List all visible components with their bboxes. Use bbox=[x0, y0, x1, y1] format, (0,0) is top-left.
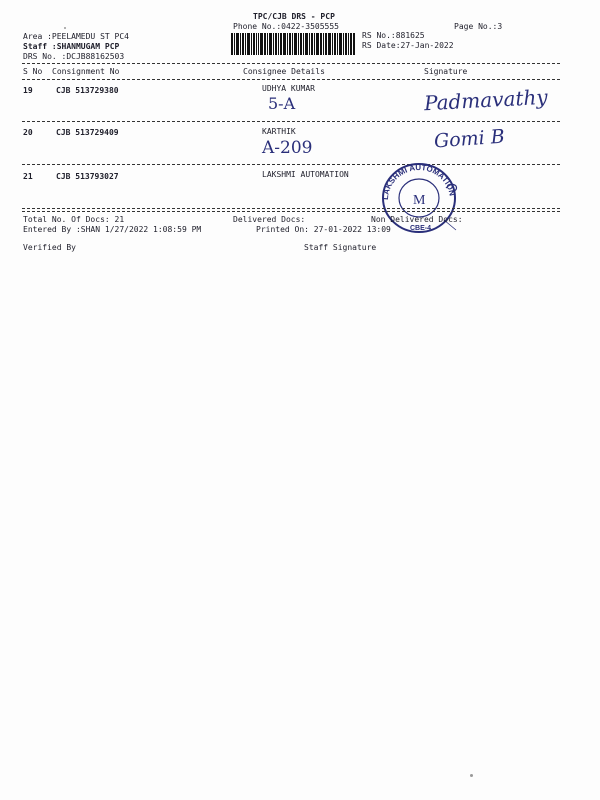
phone-number: Phone No.:0422-3505555 bbox=[233, 22, 339, 31]
stamp-bottom-text: CBE-4 bbox=[410, 225, 432, 232]
col-consignment: Consignment No bbox=[52, 67, 120, 76]
staff-name: SHANMUGAM PCP bbox=[56, 42, 120, 51]
rs-number: RS No.:881625 bbox=[362, 31, 425, 40]
document-title: TPC/CJB DRS - PCP bbox=[253, 12, 335, 21]
header-divider-bottom bbox=[22, 79, 560, 80]
barcode-image bbox=[231, 33, 355, 55]
row-sno: 20 bbox=[23, 128, 33, 137]
non-delivered-docs: Non Delivered Docs: bbox=[371, 215, 463, 224]
handwritten-signature: Padmavathy bbox=[423, 84, 549, 116]
row-consignment: CJB 513729409 bbox=[56, 128, 119, 137]
col-consignee: Consignee Details bbox=[243, 67, 325, 76]
stamp-center-text: M bbox=[413, 193, 426, 208]
staff-label: Staff : bbox=[23, 42, 57, 51]
staff-line bbox=[23, 42, 119, 52]
footer-divider-2 bbox=[22, 211, 560, 212]
row-divider bbox=[22, 164, 560, 165]
row-sno: 21 bbox=[23, 172, 33, 181]
footer-divider-1 bbox=[22, 208, 560, 209]
row-consignment: CJB 513793027 bbox=[56, 172, 119, 181]
scan-speck bbox=[470, 774, 473, 777]
entered-by: Entered By :SHAN 1/27/2022 1:08:59 PM bbox=[23, 225, 202, 234]
row-consignee: KARTHIK bbox=[262, 127, 296, 136]
scan-speck bbox=[64, 27, 66, 29]
total-docs: Total No. Of Docs: 21 bbox=[23, 215, 125, 224]
col-signature: Signature bbox=[424, 67, 468, 76]
page-number: Page No.:3 bbox=[454, 22, 503, 31]
staff-signature: Staff Signature bbox=[304, 243, 377, 252]
row-consignment: CJB 513729380 bbox=[56, 86, 119, 95]
stamp-ring-text: LAKSHMI AUTOMATION bbox=[380, 162, 457, 201]
col-sno: S No bbox=[23, 67, 43, 76]
verified-by: Verified By bbox=[23, 243, 76, 252]
header-divider bbox=[22, 63, 560, 64]
row-sno: 19 bbox=[23, 86, 33, 95]
rs-date: RS Date:27-Jan-2022 bbox=[362, 41, 454, 50]
row-consignee: UDHYA KUMAR bbox=[262, 84, 315, 93]
row-divider bbox=[22, 121, 560, 122]
handwritten-signature: Gomi B bbox=[433, 125, 506, 153]
row-consignee: LAKSHMI AUTOMATION bbox=[262, 170, 349, 179]
printed-on: Printed On: 27-01-2022 13:09 bbox=[256, 225, 391, 234]
delivered-docs: Delivered Docs: bbox=[233, 215, 306, 224]
area-label: Area :PEELAMEDU ST PC4 bbox=[23, 32, 129, 41]
handwritten-note: A-209 bbox=[262, 138, 313, 158]
drs-number: DRS No. :DCJB88162503 bbox=[23, 52, 125, 61]
handwritten-note: 5-A bbox=[268, 94, 296, 113]
